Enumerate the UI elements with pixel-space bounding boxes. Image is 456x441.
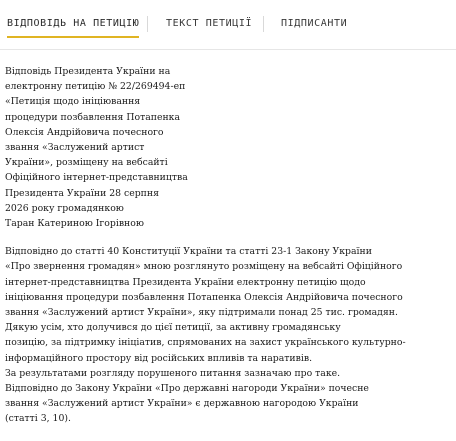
tab-petition-text-label: ТЕКСТ ПЕТИЦІЇ — [166, 18, 253, 29]
tab-petition-response-label: ВІДПОВІДЬ НА ПЕТИЦІЮ — [7, 18, 140, 29]
tab-signatories-label: ПІДПИСАНТИ — [281, 18, 348, 29]
tab-separator — [147, 16, 148, 32]
response-body: Відповідно до статті 40 Конституції України та статті 23-1 Закону України «Про звернення громадян» мною розглянуто розміщену на вебсайті Офіційного інтернет-представництва Президента України електронну петицію щодо ініціювання процедури позбавлення Потапенка Олексія Андрійовича почесного звання «Заслужений артист України», яку підтримали понад 25 тис. громадян. Дякую усім, хто долучився до цієї петиції, за активну громадянську позицію, за підтримку ініціатив, спрямованих на захист українського культурно- інформаційного простору від російських впливів та наративів. За результатами розгляду порушеного питання зазначаю про таке. Відповідно до Закону України «Про державні нагороди України» почесне звання «Заслужений артист України» є державною нагородою України (статті 3, 10). — [5, 246, 406, 425]
response-heading: Відповідь Президента України на електронну петицію № 22/269494-еп «Петиція щодо ініціювання процедури позбавлення Потапенка Олексія Андрійовича почесного звання «Заслужений артист України», розміщену на вебсайті Офіційного інтернет-представництва Президента України 28 серпня 2026 року громадянкою Таран Катериною Ігорівною — [5, 66, 188, 230]
tab-separator — [263, 16, 264, 32]
petition-tabs — [0, 0, 456, 50]
active-tab-indicator — [7, 36, 139, 38]
petition-response-content — [5, 64, 451, 427]
tab-petition-response[interactable] — [7, 17, 139, 31]
tab-signatories[interactable] — [281, 17, 347, 31]
tab-petition-text[interactable] — [166, 17, 252, 31]
